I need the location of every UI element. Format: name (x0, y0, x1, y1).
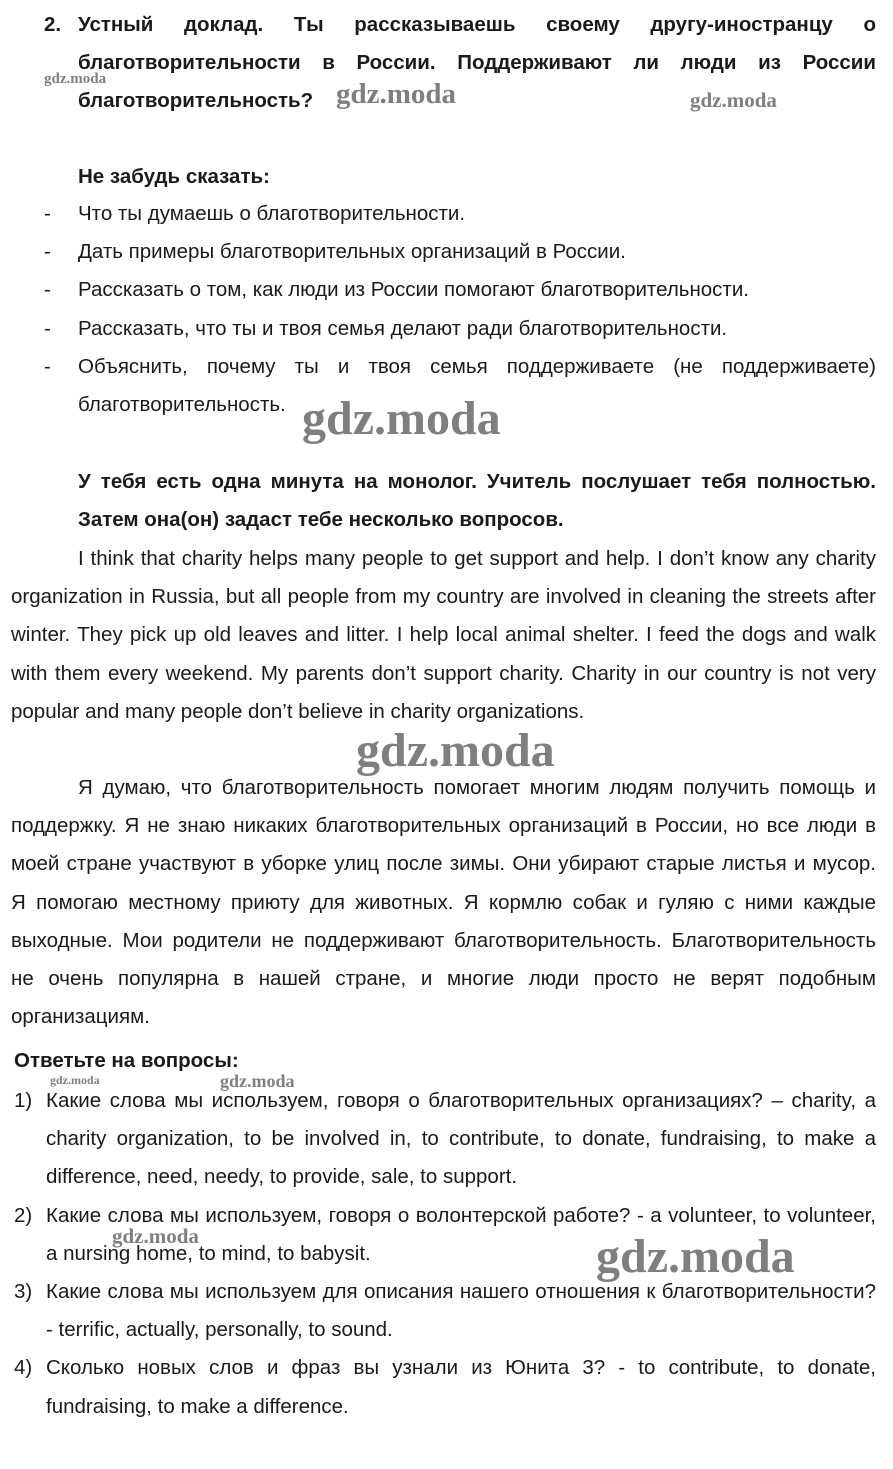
watermark: gdz.moda (336, 78, 457, 110)
list-item-text: Рассказать, что ты и твоя семья делают ради благотворительности. (78, 316, 728, 340)
watermark: gdz.moda (302, 392, 501, 445)
list-item-text: Дать примеры благотворительных организаций в России. (78, 240, 626, 264)
dash-marker: - (44, 316, 51, 340)
list-item-text: Что ты думаешь о благотворительности. (78, 202, 466, 225)
question-number: 1) (14, 1089, 33, 1112)
list-item-text: Рассказать о том, как люди из России помогают благотворительности. (78, 278, 749, 302)
watermark: gdz.moda (112, 1224, 199, 1248)
watermark: gdz.moda (50, 1073, 100, 1087)
dash-marker: - (44, 354, 51, 378)
watermark: gdz.moda (220, 1071, 295, 1091)
question-number: 4) (14, 1356, 33, 1380)
instruction-text: У тебя есть одна минута на монолог. Учитель послушает тебя полностью. Затем она(он) задаст тебе несколько вопросов. (78, 470, 876, 531)
list-item (44, 310, 876, 348)
question-item (14, 1082, 876, 1197)
question-text: Какие слова мы используем для описания нашего отношения к благотворительности? - terrific, actually, personally, to sound. (46, 1280, 876, 1342)
list-item (44, 195, 876, 233)
question-item (14, 1273, 876, 1349)
task-number: 2. (44, 13, 62, 36)
list-item-text: Объяснить, почему ты и твоя семья поддерживаете (не поддерживаете) благотворительность. (78, 354, 876, 417)
question-text: Какие слова мы используем, говоря о благотворительных организациях? – charity, a charity organization, to be involved in, to contribute, to donate, fundraising, to make a difference, need, needy, to provide, sale, to support. (46, 1089, 876, 1189)
question-text: Какие слова мы используем, говоря о волонтерской работе? - a volunteer, to volunteer, a nursing home, to mind, to babysit. (46, 1203, 876, 1265)
dash-marker: - (44, 240, 51, 264)
watermark: gdz.moda (690, 88, 777, 112)
list-item (44, 271, 876, 309)
watermark: gdz.moda (44, 71, 107, 87)
answer-russian: Я думаю, что благотворительность помогает многим людям получить помощь и поддержку. Я не знаю никаких благотворительных организаций в России, но все люди в моей стране участвуют в уборке улиц после зимы. Они убирают старые листья и мусор. Я помогаю местному приюту для животных. Я кормлю собак и гуляю с ними каждые выходные. Мои родители не поддерживают благотворительность. Благотворительность не очень популярна в нашей стране, и многие люди просто не верят подобным организациям. (11, 776, 876, 1029)
task-text: Устный доклад. Ты рассказываешь своему другу-иностранцу о благотворительности в России. Поддерживают ли люди из России благотворительность? (78, 13, 876, 112)
question-text: Сколько новых слов и фраз вы узнали из Юнита 3? - to contribute, to donate, fundraising, to make a difference. (46, 1356, 876, 1418)
question-number: 3) (14, 1280, 33, 1304)
list-item (44, 233, 876, 271)
dash-marker: - (44, 278, 51, 302)
watermark: gdz.moda (356, 724, 555, 777)
remember-heading: Не забудь сказать: (78, 165, 270, 188)
question-number: 2) (14, 1203, 33, 1227)
question-item (14, 1349, 876, 1425)
watermark: gdz.moda (596, 1230, 795, 1283)
answer-english: I think that charity helps many people to get support and help. I don’t know any charity organization in Russia, but all people from my country are involved in cleaning the streets after winter. They pick up old leaves and litter. I help local animal shelter. I feed the dogs and walk with them every weekend. My parents don’t support charity. Charity in our country is not very popular and many people don’t believe in charity organizations. (11, 547, 876, 723)
remember-list (44, 195, 876, 424)
dash-marker: - (44, 202, 51, 225)
questions-heading: Ответьте на вопросы: (14, 1049, 239, 1072)
